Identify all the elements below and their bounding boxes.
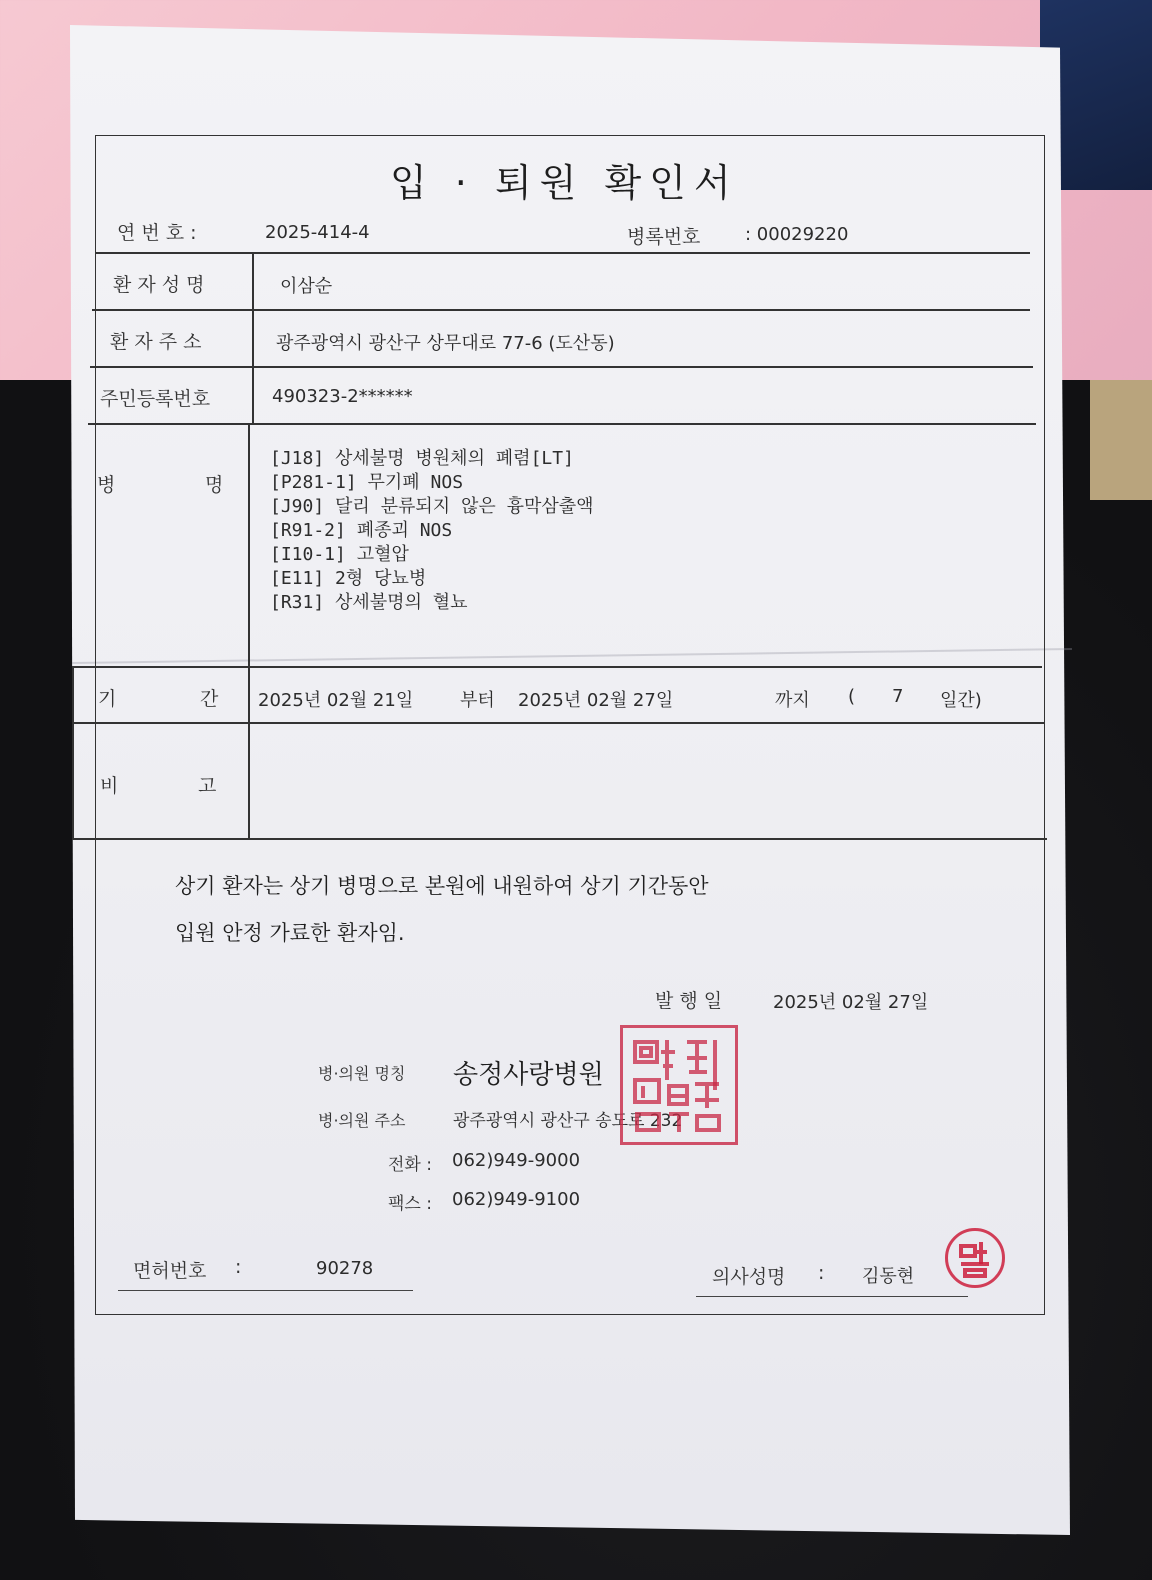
row-divider bbox=[88, 423, 1036, 425]
hospital-name-label: 병·의원 명칭 bbox=[318, 1064, 406, 1083]
doctor-name-label: 의사성명 bbox=[712, 1266, 786, 1288]
period-label-left: 기 bbox=[98, 688, 117, 710]
hospital-name: 송정사랑병원 bbox=[453, 1060, 604, 1090]
row-divider bbox=[72, 666, 1042, 668]
license-label: 면허번호 bbox=[133, 1260, 207, 1282]
hospital-phone-label: 전화 : bbox=[388, 1155, 432, 1175]
hospital-official-seal bbox=[620, 1025, 738, 1145]
diagnosis-item: [J90] 달리 분류되지 않은 흉막삼출액 bbox=[270, 496, 594, 517]
issue-date-label: 발 행 일 bbox=[655, 990, 723, 1012]
period-label-right: 간 bbox=[200, 688, 219, 710]
diagnosis-item: [J18] 상세불명 병원체의 폐렴[LT] bbox=[270, 448, 574, 469]
patient-address-label: 환 자 주 소 bbox=[110, 331, 202, 353]
hospital-phone: 062)949-9000 bbox=[452, 1150, 581, 1171]
hospital-fax-label: 팩스 : bbox=[388, 1194, 432, 1214]
doctor-name-value: 김동현 bbox=[862, 1266, 915, 1287]
period-days: 7 bbox=[892, 686, 904, 707]
document-title: 입 · 퇴원 확인서 bbox=[390, 161, 739, 205]
period-from: 2025년 02월 21일 bbox=[258, 690, 414, 711]
period-days-open: ( bbox=[848, 686, 856, 707]
doctor-personal-seal bbox=[945, 1228, 1005, 1288]
diagnosis-item: [I10-1] 고혈압 bbox=[270, 544, 409, 565]
label-column-divider bbox=[248, 423, 250, 838]
resident-number-label: 주민등록번호 bbox=[100, 388, 211, 410]
document-frame bbox=[95, 135, 1045, 1315]
diagnosis-item: [R91-2] 폐종괴 NOS bbox=[270, 520, 453, 541]
patient-address-value: 광주광역시 광산구 상무대로 77-6 (도산동) bbox=[276, 333, 615, 354]
seal-stamp-icon bbox=[951, 1234, 999, 1282]
patient-name-label: 환 자 성 명 bbox=[113, 274, 205, 296]
remarks-label-right: 고 bbox=[198, 775, 217, 797]
hospital-address-label: 병·의원 주소 bbox=[318, 1111, 406, 1130]
resident-number-value: 490323-2****** bbox=[272, 386, 413, 407]
hospital-address: 광주광역시 광산구 송도로 232 bbox=[453, 1111, 683, 1131]
serial-value: 2025-414-4 bbox=[265, 222, 370, 243]
patient-name-value: 이삼순 bbox=[280, 276, 333, 297]
seal-stamp-icon bbox=[625, 1030, 733, 1140]
record-value: : 00029220 bbox=[745, 224, 849, 245]
table-top-line bbox=[95, 252, 1030, 254]
row-divider bbox=[92, 309, 1030, 311]
diagnosis-item: [R31] 상세불명의 혈뇨 bbox=[270, 592, 468, 613]
record-label: 병록번호 bbox=[627, 226, 701, 248]
period-from-suffix: 부터 bbox=[460, 690, 495, 711]
remarks-label-left: 비 bbox=[100, 775, 119, 797]
doctor-underline bbox=[696, 1296, 968, 1297]
license-underline bbox=[118, 1290, 413, 1291]
hospital-fax: 062)949-9100 bbox=[452, 1189, 581, 1210]
period-to-suffix: 까지 bbox=[775, 690, 810, 711]
row-divider bbox=[72, 722, 1044, 724]
statement-line-1: 상기 환자는 상기 병명으로 본원에 내원하여 상기 기간동안 bbox=[175, 874, 709, 898]
table-left-edge bbox=[72, 666, 74, 838]
period-days-unit: 일간) bbox=[940, 690, 982, 711]
serial-label: 연 번 호 : bbox=[117, 222, 197, 244]
row-divider bbox=[72, 838, 1047, 840]
wood-surface-background bbox=[1090, 380, 1152, 500]
period-to: 2025년 02월 27일 bbox=[518, 690, 674, 711]
license-separator: : bbox=[235, 1256, 242, 1278]
diagnosis-label-right: 명 bbox=[205, 474, 224, 496]
statement-line-2: 입원 안정 가료한 환자임. bbox=[175, 921, 405, 945]
diagnosis-item: [E11] 2형 당뇨병 bbox=[270, 568, 427, 589]
diagnosis-label-left: 병 bbox=[97, 474, 116, 496]
doctor-separator: : bbox=[818, 1262, 825, 1284]
label-column-divider bbox=[252, 252, 254, 423]
issue-date-value: 2025년 02월 27일 bbox=[773, 992, 929, 1013]
row-divider bbox=[90, 366, 1033, 368]
license-value: 90278 bbox=[316, 1258, 374, 1279]
diagnosis-item: [P281-1] 무기폐 NOS bbox=[270, 472, 464, 493]
